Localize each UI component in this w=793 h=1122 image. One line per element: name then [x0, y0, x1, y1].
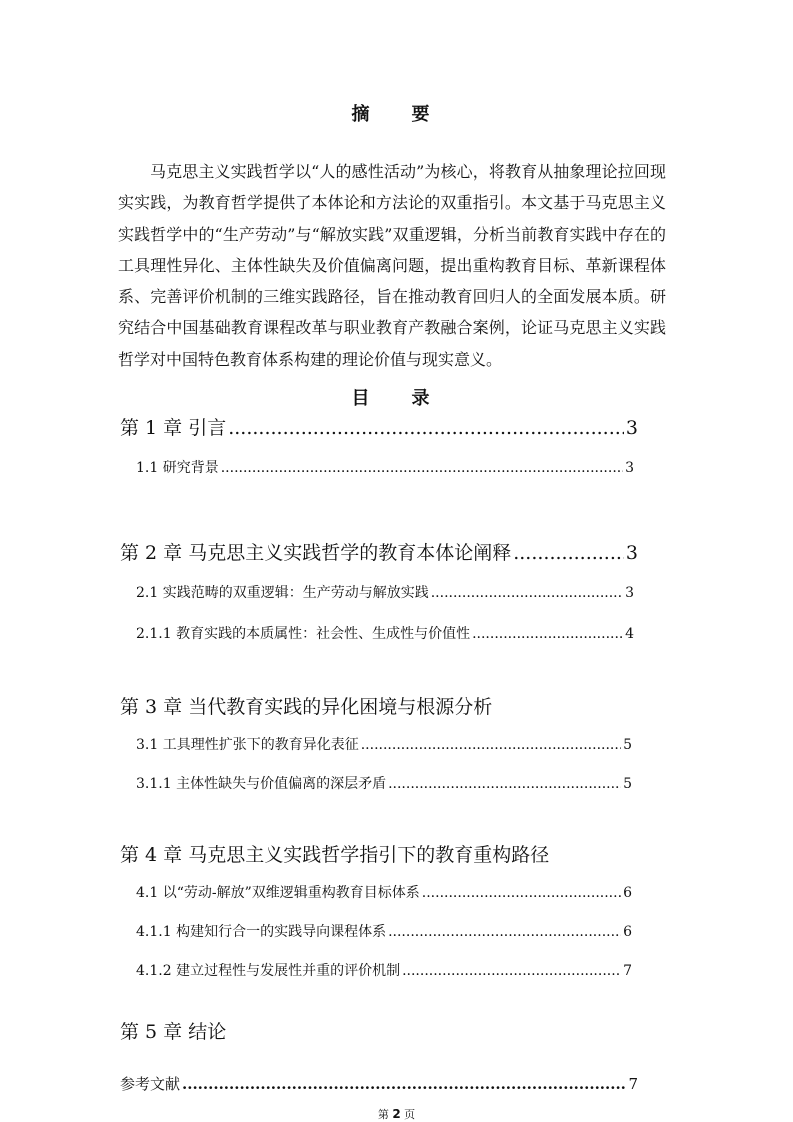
toc-chapter-5[interactable]: 第 5 章 结论 — [120, 1021, 227, 1043]
toc-chapter-3[interactable]: 第 3 章 当代教育实践的异化困境与根源分析 — [120, 696, 493, 718]
toc-page-number: 5 — [623, 737, 632, 753]
abstract-title: 摘 要 — [351, 104, 442, 125]
toc-page-number: 4 — [625, 626, 634, 642]
toc-section-label: 4.1 以“劳动-解放”双维逻辑重构教育目标体系 — [136, 885, 420, 901]
toc-section-label: 3.1 工具理性扩张下的教育异化表征 — [136, 737, 359, 753]
toc-page-number: 3 — [625, 460, 634, 476]
toc-chapter-1[interactable] — [120, 413, 638, 440]
toc-section-4-1-2[interactable] — [136, 960, 632, 980]
toc-leader-dots — [388, 776, 621, 792]
toc-leader-dots — [513, 542, 624, 564]
toc-references[interactable] — [120, 1073, 638, 1094]
toc-chapter-2[interactable] — [120, 538, 638, 565]
toc-section-3-1[interactable] — [136, 734, 632, 754]
toc-leader-dots — [388, 924, 621, 940]
toc-chapter-4[interactable]: 第 4 章 马克思主义实践哲学指引下的教育重构路径 — [120, 844, 550, 866]
toc-leader-dots — [221, 460, 623, 476]
toc-page-number: 3 — [625, 542, 638, 564]
toc-leader-dots — [402, 963, 621, 979]
toc-leader-dots — [228, 417, 624, 439]
toc-page-number: 7 — [628, 1075, 638, 1093]
toc-section-2-1-1[interactable] — [136, 623, 634, 643]
toc-title: 目 录 — [351, 388, 442, 409]
toc-leader-dots — [472, 626, 623, 642]
toc-references-label: 参考文献 — [120, 1075, 181, 1093]
toc-page-number: 5 — [623, 776, 632, 792]
toc-page-number: 3 — [625, 585, 634, 601]
toc-leader-dots — [422, 885, 621, 901]
toc-section-label: 2.1 实践范畴的双重逻辑：生产劳动与解放实践 — [136, 585, 429, 601]
toc-section-label: 2.1.1 教育实践的本质属性：社会性、生成性与价值性 — [136, 626, 471, 642]
toc-section-4-1[interactable] — [136, 882, 632, 902]
footer-prefix: 第 — [377, 1108, 389, 1121]
toc-chapter-1-label: 第 1 章 引言 — [120, 417, 227, 439]
footer-page-number: 2 — [392, 1107, 401, 1121]
abstract-body: 马克思主义实践哲学以“人的感性活动”为核心，将教育从抽象理论拉回现实实践，为教育哲学提供了本体论和方法论的双重指引。本文基于马克思主义实践哲学中的“生产劳动”与“解放实践”双重逻辑，分析当前教育实践中存在的工具理性异化、主体性缺失及价值偏离问题，提出重构教育目标、革新课程体系、完善评价机制的三维实践路径，旨在推动教育回归人的全面发展本质。研究结合中国基础教育课程改革与职业教育产教融合案例，论证马克思主义实践哲学对中国特色教育体系构建的理论价值与现实意义。 — [118, 162, 666, 369]
toc-section-label: 1.1 研究背景 — [136, 460, 219, 476]
toc-section-1-1[interactable] — [136, 457, 634, 477]
footer-suffix: 页 — [404, 1108, 416, 1121]
toc-section-3-1-1[interactable] — [136, 773, 632, 793]
toc-leader-dots — [431, 585, 623, 601]
toc-chapter-2-label: 第 2 章 马克思主义实践哲学的教育本体论阐释 — [120, 542, 512, 564]
page-footer — [0, 1106, 793, 1122]
toc-leader-dots — [182, 1075, 626, 1093]
toc-page-number: 3 — [625, 417, 638, 439]
toc-page-number: 7 — [623, 963, 632, 979]
toc-section-label: 4.1.2 建立过程性与发展性并重的评价机制 — [136, 963, 401, 979]
toc-section-4-1-1[interactable] — [136, 921, 632, 941]
toc-page-number: 6 — [623, 885, 632, 901]
toc-leader-dots — [361, 737, 621, 753]
toc-section-label: 4.1.1 构建知行合一的实践导向课程体系 — [136, 924, 387, 940]
toc-page-number: 6 — [623, 924, 632, 940]
toc-section-label: 3.1.1 主体性缺失与价值偏离的深层矛盾 — [136, 776, 387, 792]
toc-section-2-1[interactable] — [136, 582, 634, 602]
